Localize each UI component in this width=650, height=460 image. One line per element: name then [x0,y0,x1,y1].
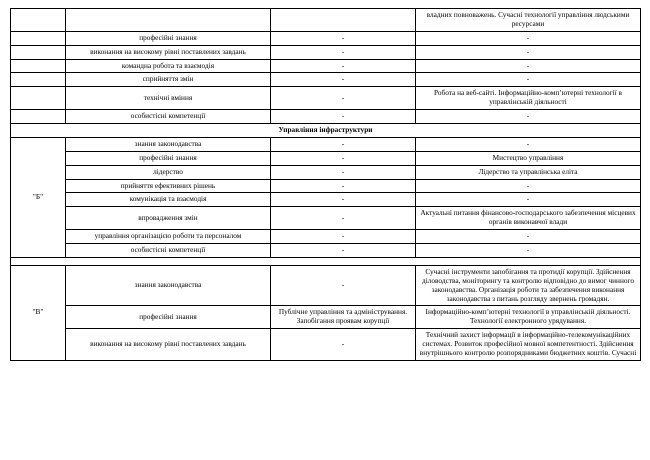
group-label-cell [11,87,66,110]
right-value-cell: Технічний захист інформації в інформаційно-телекомунікаційних системах. Розвиток професійної мовної компетентності. Здійснення внутрішнього контролю розпорядниками бюджетних коштів. Сучасні [416,329,641,361]
table-row [11,179,641,193]
middle-value-cell: - [271,110,416,124]
table-row [11,45,641,59]
competency-name-cell: професійні знання [66,31,271,45]
section-heading-row [11,124,641,138]
right-value-cell: владних повноважень. Сучасні технології управління людськими ресурсами [416,9,641,32]
competency-name-cell: технічні вміння [66,87,271,110]
right-value-cell: - [416,179,641,193]
right-value-cell: Інформаційно-комп’ютерні технології в управлінській діяльності. Технології електронного урядування. [416,306,641,329]
table-row [11,87,641,110]
competency-name-cell: лідерство [66,165,271,179]
middle-value-cell: - [271,329,416,361]
right-value-cell: - [416,137,641,151]
group-label-v: "В" [11,265,66,360]
group-label-cell [11,110,66,124]
table-row [11,151,641,165]
competency-name-cell: комунікація та взаємодія [66,193,271,207]
right-value-cell: - [416,244,641,258]
group-label-b: "Б" [11,137,66,257]
table-row [11,9,641,32]
competency-name-cell: управління організацією роботи та персоналом [66,230,271,244]
middle-value-cell: - [271,265,416,306]
middle-value-cell: - [271,59,416,73]
table-row [11,306,641,329]
right-value-cell: - [416,31,641,45]
table-row [11,244,641,258]
group-label-cell [11,31,66,45]
table-row [11,329,641,361]
middle-value-cell [271,9,416,32]
middle-value-cell: - [271,45,416,59]
right-value-cell: Мистецтво управління [416,151,641,165]
middle-value-cell: - [271,230,416,244]
right-value-cell: - [416,110,641,124]
middle-value-cell: - [271,151,416,165]
table-row [11,110,641,124]
competency-name-cell: особистісні компетенції [66,110,271,124]
right-value-cell: Робота на веб-сайті. Інформаційно-комп’ютерні технології в управлінській діяльності [416,87,641,110]
table-row [11,265,641,306]
group-label-cell [11,73,66,87]
group-label-cell [11,59,66,73]
table-row [11,193,641,207]
table-row [11,230,641,244]
group-label-cell [11,9,66,32]
middle-value-cell: - [271,207,416,230]
middle-value-cell: Публічне управління та адміністрування. Запобігання проявам корупції [271,306,416,329]
table-row [11,31,641,45]
spacer-row [11,257,641,265]
table-row [11,165,641,179]
middle-value-cell: - [271,87,416,110]
right-value-cell: - [416,230,641,244]
table-row [11,207,641,230]
table-row [11,73,641,87]
middle-value-cell: - [271,137,416,151]
middle-value-cell: - [271,73,416,87]
middle-value-cell: - [271,244,416,258]
competency-name-cell [66,9,271,32]
right-value-cell: Лідерство та управлінська еліта [416,165,641,179]
competency-name-cell: знання законодавства [66,137,271,151]
competency-name-cell: командна робота та взаємодія [66,59,271,73]
spacer-cell [11,257,641,265]
right-value-cell: - [416,45,641,59]
competency-name-cell: знання законодавства [66,265,271,306]
right-value-cell: - [416,193,641,207]
table-row [11,59,641,73]
table-row [11,137,641,151]
section-heading-infrastructure: Управління інфраструктури [11,124,641,138]
competency-table [10,8,641,361]
group-label-cell [11,45,66,59]
middle-value-cell: - [271,165,416,179]
right-value-cell: Сучасні інструменти запобігання та протидії корупції. Здійснення діловодства, моніторингу та контролю відповідно до вимог чинного законодавства. Організація роботи та забезпечення виконання законодавства з питань розгляду звернень громадян. [416,265,641,306]
competency-name-cell: сприйняття змін [66,73,271,87]
competency-name-cell: впровадження змін [66,207,271,230]
middle-value-cell: - [271,193,416,207]
competency-name-cell: професійні знання [66,151,271,165]
competency-name-cell: особистісні компетенції [66,244,271,258]
middle-value-cell: - [271,31,416,45]
competency-name-cell: виконання на високому рівні поставлених завдань [66,45,271,59]
competency-name-cell: професійні знання [66,306,271,329]
middle-value-cell: - [271,179,416,193]
competency-name-cell: прийняття ефективних рішень [66,179,271,193]
right-value-cell: - [416,59,641,73]
right-value-cell: Актуальні питання фінансово-господарського забезпечення місцевих органів виконавчої влади [416,207,641,230]
right-value-cell: - [416,73,641,87]
competency-name-cell: виконання на високому рівні поставлених завдань [66,329,271,361]
